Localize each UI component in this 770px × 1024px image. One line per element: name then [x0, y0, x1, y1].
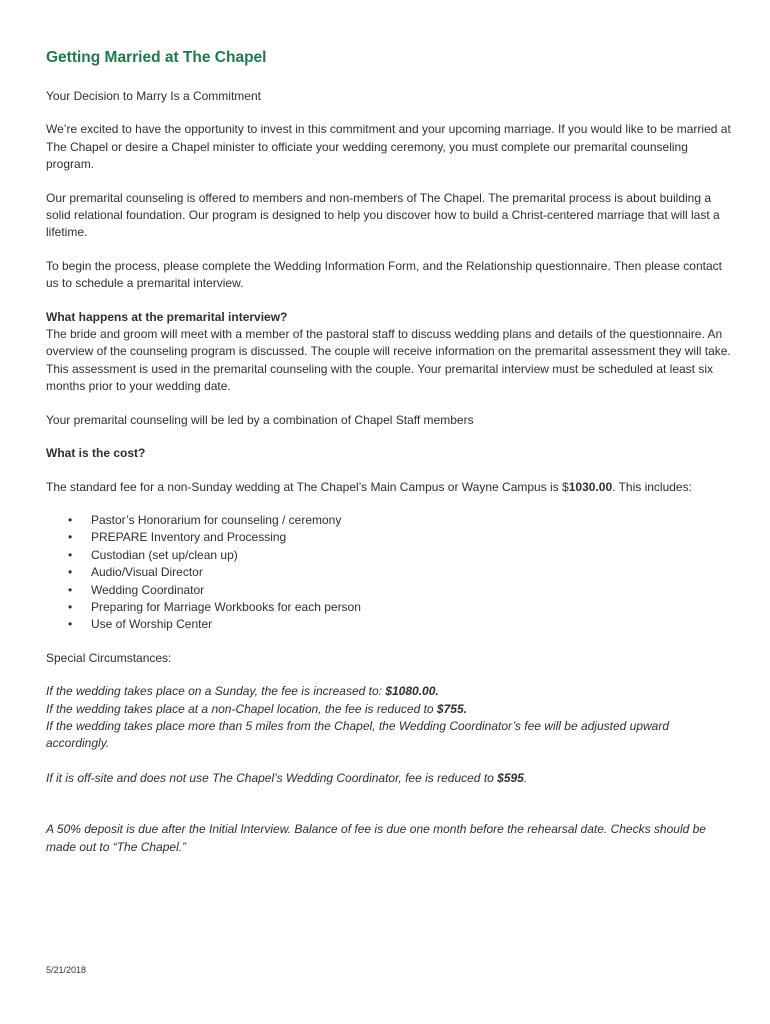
page-title: Getting Married at The Chapel [46, 49, 267, 66]
offsite-fee-text: If it is off-site and does not use The Chapel’s Wedding Coordinator, fee is reduced to [46, 770, 498, 785]
special-circumstances [46, 683, 732, 856]
interview-paragraph: The bride and groom will meet with a member of the pastoral staff to discuss wedding plans and details of the questionnaire. An overview of the counseling program is discussed. The couple will receive information on the premarital assessment they will take. This assessment is used in the premarital counseling with the couple. Your premarital interview must be scheduled at least six months prior to your wedding date. [46, 327, 731, 394]
list-item-label: PREPARE Inventory and Processing [91, 530, 287, 545]
intro-paragraph-1: We’re excited to have the opportunity to invest in this commitment and your upcoming marriage. If you would like to be married at The Chapel or desire a Chapel minister to officiate your wedding ceremony, you must complete our premarital counseling program. [46, 122, 731, 172]
list-item-label: Wedding Coordinator [91, 582, 205, 597]
offsite-fee-amount: $595 [497, 770, 524, 785]
nonchapel-fee-line [46, 701, 732, 718]
fee-text-before: The standard fee for a non-Sunday wedding at The Chapel’s Main Campus or Wayne Campus is $ [46, 479, 569, 494]
bullet-icon: • [68, 512, 73, 527]
list-item [46, 616, 732, 633]
list-item-label: Preparing for Marriage Workbooks for each person [91, 599, 361, 614]
sunday-fee-amount: $1080.00. [385, 684, 439, 699]
fee-amount: 1030.00 [568, 479, 613, 494]
bullet-icon: • [68, 530, 73, 545]
standard-fee-text [46, 479, 732, 496]
nonchapel-fee-amount: $755. [436, 701, 467, 716]
deposit-note: A 50% deposit is due after the Initial Interview. Balance of fee is due one month before the rehearsal date. Checks should be made out to “The Chapel.” [46, 822, 706, 854]
subtitle: Your Decision to Marry Is a Commitment [46, 89, 261, 103]
list-item [46, 582, 732, 599]
sunday-fee-line [46, 683, 732, 700]
list-item [46, 512, 732, 529]
list-item [46, 547, 732, 564]
bullet-icon: • [68, 582, 73, 597]
bullet-icon: • [68, 547, 73, 562]
bullet-icon: • [68, 617, 73, 632]
footer-date: 5/21/2018 [46, 965, 87, 975]
interview-heading: What happens at the premarital interview? [46, 309, 288, 324]
distance-fee-line: If the wedding takes place more than 5 miles from the Chapel, the Wedding Coordinator’s fee will be adjusted upward accordingly. [46, 718, 670, 751]
includes-list [46, 512, 732, 634]
bullet-icon: • [68, 599, 73, 614]
list-item [46, 529, 732, 546]
list-item-label: Pastor’s Honorarium for counseling / ceremony [91, 512, 342, 527]
nonchapel-fee-text: If the wedding takes place at a non-Chapel location, the fee is reduced to [46, 701, 437, 716]
cost-heading: What is the cost? [46, 446, 146, 461]
list-item [46, 564, 732, 581]
special-circumstances-heading: Special Circumstances: [46, 650, 172, 665]
list-item-label: Audio/Visual Director [91, 565, 203, 580]
list-item [46, 599, 732, 616]
fee-text-after: . This includes: [612, 479, 692, 494]
offsite-fee-line [46, 770, 732, 787]
sunday-fee-text: If the wedding takes place on a Sunday, the fee is increased to: [46, 684, 386, 699]
document-page [46, 48, 732, 856]
list-item-label: Custodian (set up/clean up) [91, 547, 238, 562]
led-by-text: Your premarital counseling will be led by a combination of Chapel Staff members [46, 412, 474, 427]
offsite-fee-period: . [523, 770, 528, 785]
list-item-label: Use of Worship Center [91, 617, 213, 632]
intro-paragraph-3: To begin the process, please complete the Wedding Information Form, and the Relationship questionnaire. Then please contact us to schedule a premarital interview. [46, 258, 722, 291]
intro-paragraph-2: Our premarital counseling is offered to members and non-members of The Chapel. The premarital process is about building a solid relational foundation. Our program is designed to help you discover how to build a Christ-centered marriage that will last a lifetime. [46, 190, 720, 240]
bullet-icon: • [68, 565, 73, 580]
